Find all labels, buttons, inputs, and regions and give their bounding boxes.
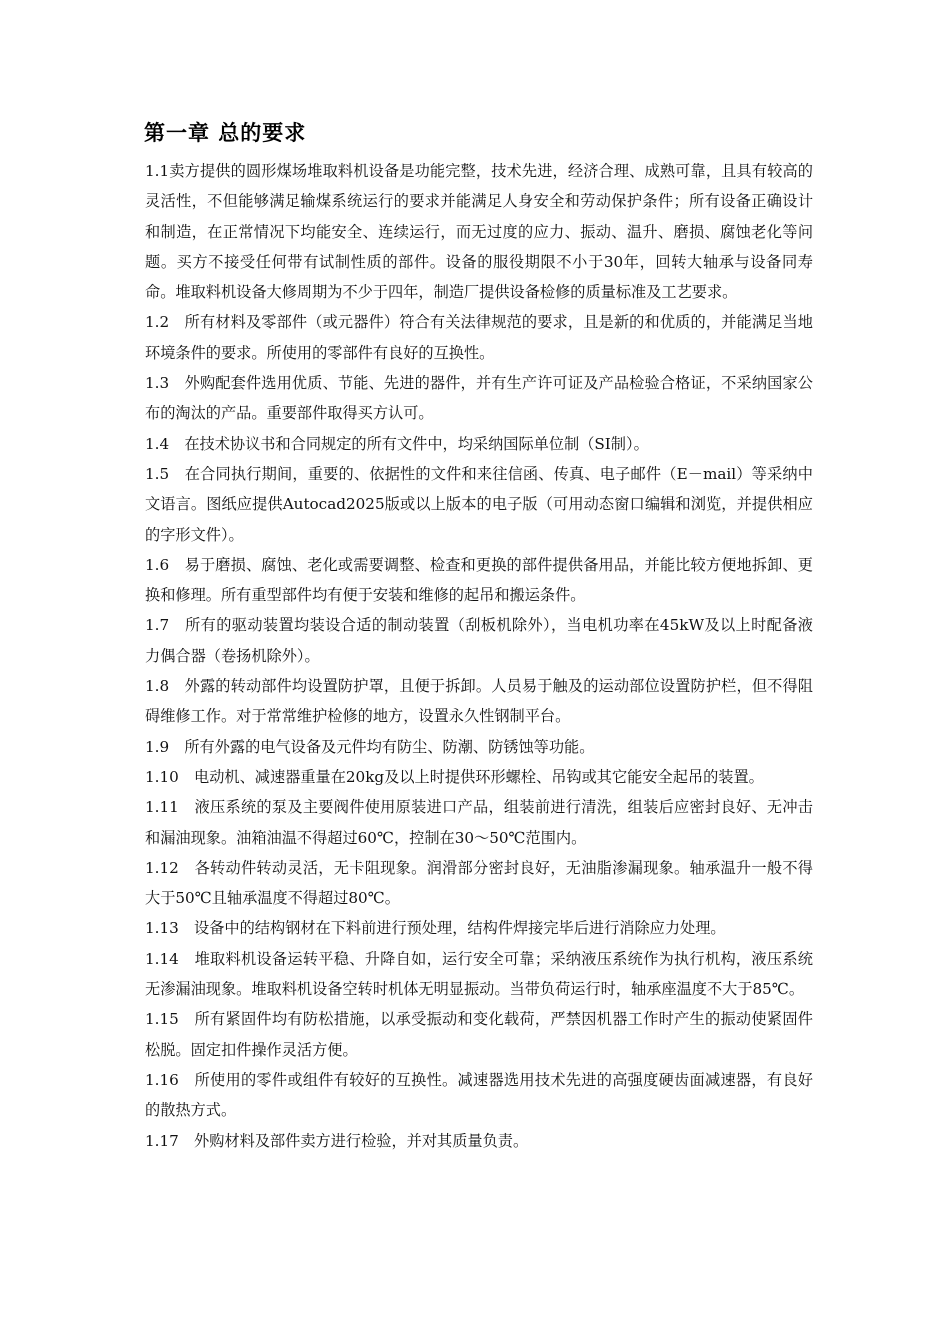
paragraph-1-4: 1.4 在技术协议书和合同规定的所有文件中，均采纳国际单位制（SI制）。 (145, 434, 649, 453)
paragraph-1-2: 1.2 所有材料及零部件（或元器件）符合有关法律规范的要求，且是新的和优质的，并能满足当地环境条件的要求。所使用的零部件有良好的互换性。 (145, 313, 813, 362)
paragraph-1-16: 1.16 所使用的零件或组件有较好的互换性。减速器选用技术先进的高强度硬齿面减速器，有良好的散热方式。 (145, 1070, 813, 1120)
paragraph-1-17: 1.17 外购材料及部件卖方进行检验，并对其质量负责。 (145, 1131, 529, 1150)
paragraph-1-3: 1.3 外购配套件选用优质、节能、先进的器件，并有生产许可证及产品检验合格证，不采纳国家公布的淘汰的产品。重要部件取得买方认可。 (145, 374, 813, 423)
paragraph-1-15: 1.15 所有紧固件均有防松措施，以承受振动和变化载荷，严禁因机器工作时产生的振动使紧固件松脱。固定扣件操作灵活方便。 (145, 1010, 813, 1059)
paragraph-1-12: 1.12 各转动件转动灵活，无卡阻现象。润滑部分密封良好，无油脂渗漏现象。轴承温升一般不得大于50℃且轴承温度不得超过80℃。 (145, 858, 813, 908)
paragraph-1-1: 1.1卖方提供的圆形煤场堆取料机设备是功能完整，技术先进，经济合理、成熟可靠，且具有较高的灵活性，不但能够满足输煤系统运行的要求并能满足人身安全和劳动保护条件；所有设备正确设计和制造，在正常情况下均能安全、连续运行，而无过度的应力、振动、温升、磨损、腐蚀老化等问题。买方不接受任何带有试制性质的部件。设备的服役期限不小于30年，回转大轴承与设备同寿命。堆取料机设备大修周期为不少于四年，制造厂提供设备检修的质量标准及工艺要求。 (145, 162, 813, 302)
paragraph-1-13: 1.13 设备中的结构钢材在下料前进行预处理，结构件焊接完毕后进行消除应力处理。 (145, 919, 726, 938)
paragraph-1-10: 1.10 电动机、减速器重量在20kg及以上时提供环形螺栓、吊钩或其它能安全起吊的装置。 (145, 767, 764, 786)
body-text (145, 156, 813, 1156)
paragraph-1-9: 1.9 所有外露的电气设备及元件均有防尘、防潮、防锈蚀等功能。 (145, 737, 595, 756)
chapter-title: 第一章 总的要求 (144, 121, 307, 145)
paragraph-1-14: 1.14 堆取料机设备运转平稳、升降自如，运行安全可靠；采纳液压系统作为执行机构，液压系统无渗漏油现象。堆取料机设备空转时机体无明显振动。当带负荷运行时，轴承座温度不大于85℃。 (145, 949, 813, 999)
paragraph-1-5: 1.5 在合同执行期间，重要的、依据性的文件和来往信函、传真、电子邮件（E－mail）等采纳中文语言。图纸应提供Autocad2025版或以上版本的电子版（可用动态窗口编辑和浏览，并提供相应的字形文件）。 (145, 464, 813, 544)
paragraph-1-6: 1.6 易于磨损、腐蚀、老化或需要调整、检查和更换的部件提供备用品，并能比较方便地拆卸、更换和修理。所有重型部件均有便于安装和维修的起吊和搬运条件。 (145, 555, 813, 605)
paragraph-1-8: 1.8 外露的转动部件均设置防护罩，且便于拆卸。人员易于触及的运动部位设置防护栏，但不得阻碍维修工作。对于常常维护检修的地方，设置永久性钢制平台。 (145, 677, 813, 726)
paragraph-1-7: 1.7 所有的驱动装置均装设合适的制动装置（刮板机除外），当电机功率在45kW及以上时配备液力偶合器（卷扬机除外）。 (145, 616, 813, 665)
paragraph-1-11: 1.11 液压系统的泵及主要阀件使用原装进口产品，组装前进行清洗，组装后应密封良好、无冲击和漏油现象。油箱油温不得超过60℃，控制在30～50℃范围内。 (145, 798, 813, 847)
